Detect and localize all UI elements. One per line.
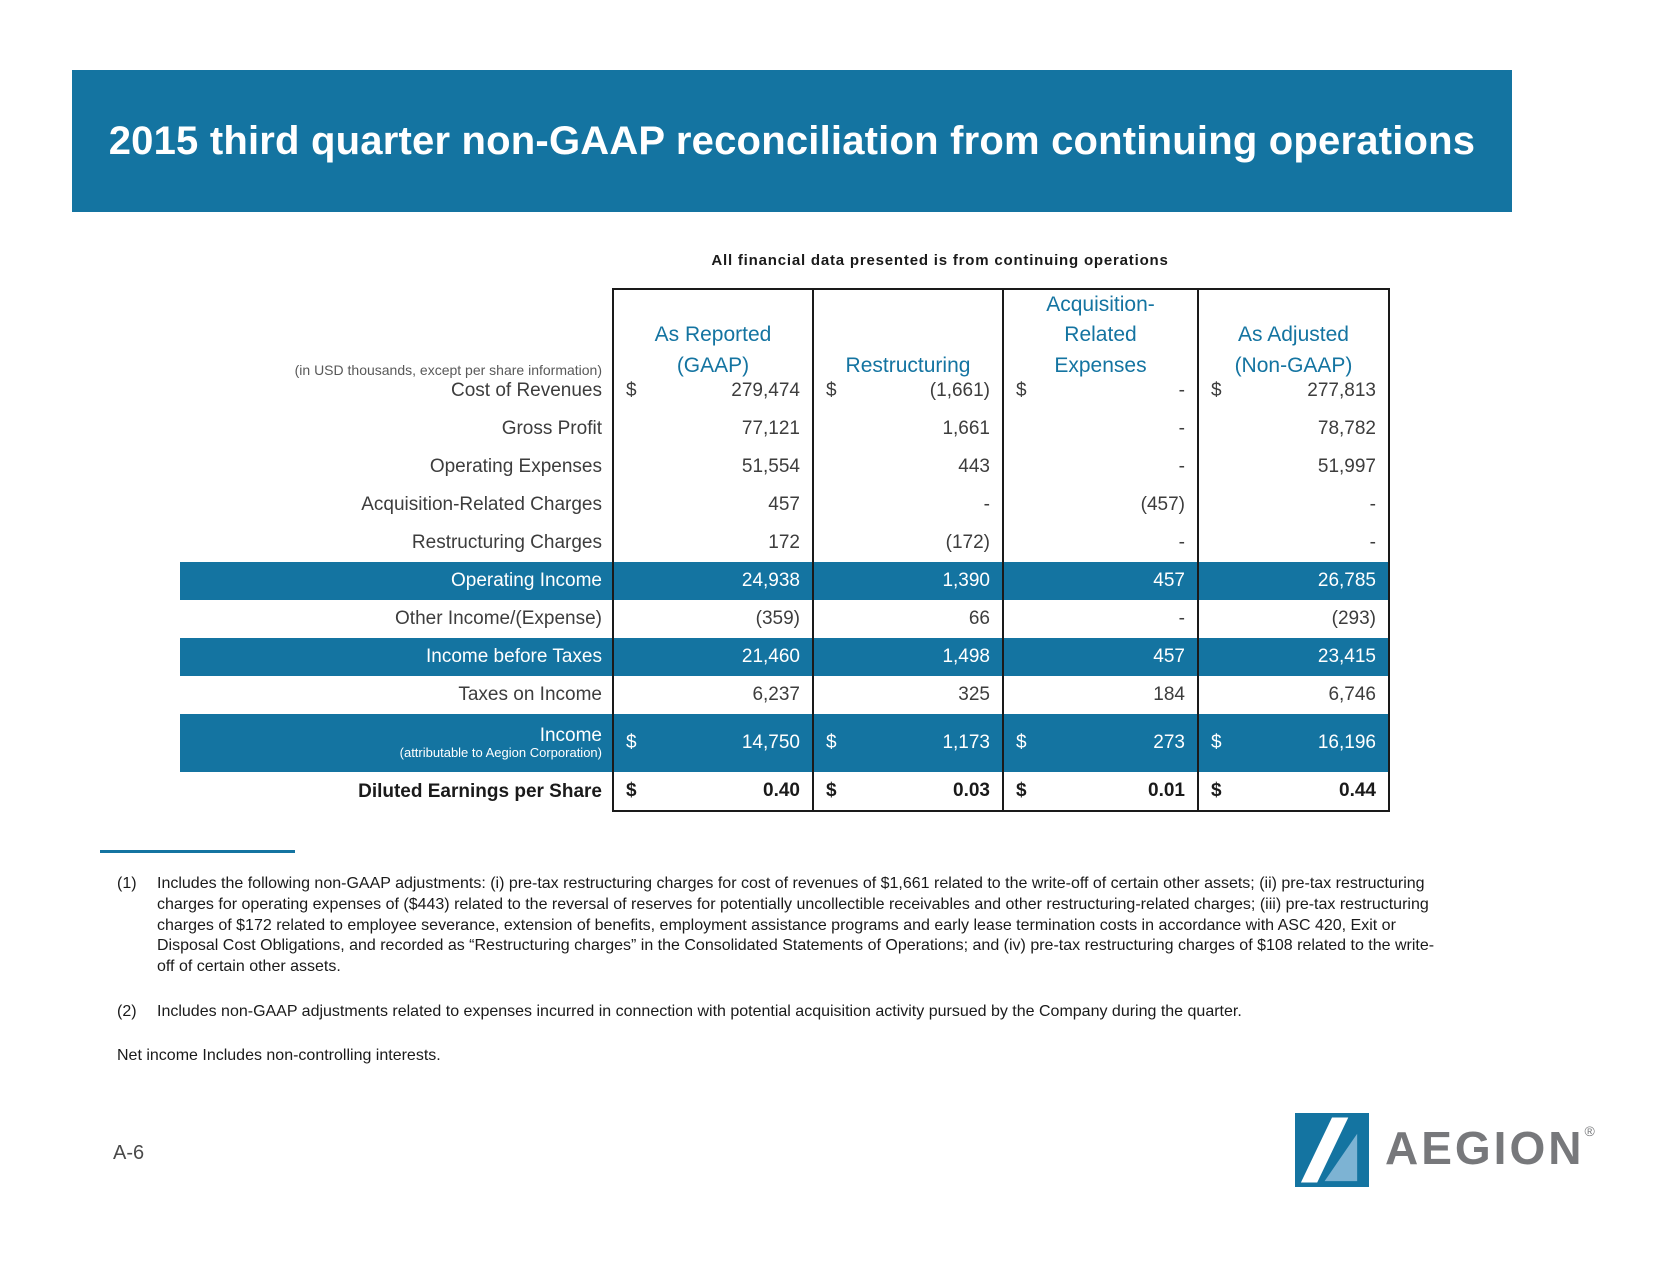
value-cell (812, 638, 1002, 676)
currency-symbol: $ (1016, 732, 1027, 753)
cell-value: 1,661 (942, 418, 990, 439)
value-cell (1197, 524, 1390, 562)
cell-value: 1,498 (942, 646, 990, 667)
currency-symbol: $ (1211, 780, 1222, 801)
cell-value: 66 (968, 608, 990, 629)
row-label: Taxes on Income (458, 684, 602, 705)
table-row (180, 600, 1390, 638)
table-row (180, 486, 1390, 524)
footnote-divider (100, 850, 295, 853)
cell-value: 24,938 (741, 570, 800, 591)
value-cell (1002, 714, 1197, 772)
cell-value: 1,173 (942, 732, 990, 753)
cell-value: - (1178, 532, 1185, 553)
value-cell (612, 676, 812, 714)
value-cell (1002, 600, 1197, 638)
value-cell (1197, 372, 1390, 410)
table-caption: All financial data presented is from continuing operations (711, 252, 1169, 269)
aegion-logo (1295, 1113, 1598, 1187)
cell-value: 77,121 (741, 418, 800, 439)
value-cell (1197, 772, 1390, 812)
cell-value: - (1178, 608, 1185, 629)
row-label: Diluted Earnings per Share (358, 781, 602, 802)
cell-value: - (1178, 418, 1185, 439)
value-cell (1002, 562, 1197, 600)
value-cell (812, 772, 1002, 812)
cell-value: (457) (1140, 494, 1185, 515)
cell-value: - (1369, 532, 1376, 553)
table-header-row (180, 288, 1390, 379)
value-cell (1002, 486, 1197, 524)
value-cell (812, 448, 1002, 486)
cell-value: 0.03 (953, 780, 990, 801)
value-cell (1002, 676, 1197, 714)
cell-value: 184 (1153, 684, 1185, 705)
cell-value: - (983, 494, 990, 515)
row-label: Operating Expenses (429, 456, 602, 477)
table-row (180, 524, 1390, 562)
cell-value: (293) (1331, 608, 1376, 629)
cell-value: 1,390 (942, 570, 990, 591)
value-cell (1197, 638, 1390, 676)
row-label: Other Income/(Expense) (395, 608, 602, 629)
column-header-restructuring: Restructuring (812, 288, 1002, 387)
currency-symbol: $ (626, 732, 637, 753)
value-cell (812, 410, 1002, 448)
table-row (180, 772, 1390, 812)
table-rows (180, 372, 1390, 812)
row-label: Operating Income (450, 570, 602, 591)
value-cell (612, 600, 812, 638)
column-header-as-reported: As Reported (GAAP) (612, 288, 812, 387)
cell-value: 23,415 (1317, 646, 1376, 667)
value-cell (612, 410, 812, 448)
cell-value: 273 (1153, 732, 1185, 753)
cell-value: 457 (1153, 646, 1185, 667)
row-label: Income before Taxes (425, 646, 602, 667)
table-row (180, 372, 1390, 410)
value-cell (612, 524, 812, 562)
currency-symbol: $ (1016, 780, 1027, 801)
footnotes (117, 874, 1447, 1065)
value-cell (1197, 448, 1390, 486)
cell-value: (1,661) (929, 380, 990, 401)
currency-symbol: $ (1016, 380, 1027, 401)
cell-value: 6,237 (752, 684, 800, 705)
unit-note: (in USD thousands, except per share information) (294, 362, 602, 379)
aegion-logo-text: AEGION® (1385, 1122, 1598, 1174)
value-cell (1197, 600, 1390, 638)
cell-value: 457 (768, 494, 800, 515)
currency-symbol: $ (826, 380, 837, 401)
cell-value: 0.44 (1339, 780, 1376, 801)
cell-value: - (1369, 494, 1376, 515)
cell-value: 172 (768, 532, 800, 553)
value-cell (812, 676, 1002, 714)
value-cell (1197, 676, 1390, 714)
page-number: A-6 (113, 1142, 145, 1164)
footnote-text: Includes non-GAAP adjustments related to expenses incurred in connection with potential acquisition activity pursued by the Company during the quarter. (157, 1002, 1242, 1020)
value-cell (1197, 714, 1390, 772)
cell-value: (359) (755, 608, 800, 629)
value-cell (1002, 448, 1197, 486)
cell-value: 457 (1153, 570, 1185, 591)
cell-value: 279,474 (731, 380, 800, 401)
cell-value: 277,813 (1307, 380, 1376, 401)
net-income-note: Net income Includes non-controlling interests. (117, 1046, 441, 1064)
table-row (180, 410, 1390, 448)
cell-value: - (1178, 456, 1185, 477)
cell-value: 51,997 (1317, 456, 1376, 477)
title-bar (72, 70, 1512, 212)
footnote-marker: (1) (117, 875, 137, 892)
value-cell (812, 486, 1002, 524)
cell-value: 6,746 (1328, 684, 1376, 705)
cell-value: 21,460 (741, 646, 800, 667)
footnote-1 (117, 874, 1447, 978)
value-cell (612, 772, 812, 812)
value-cell (1002, 638, 1197, 676)
column-header-as-adjusted: As Adjusted (Non-GAAP) (1197, 288, 1390, 387)
currency-symbol: $ (826, 780, 837, 801)
cell-value: - (1178, 380, 1185, 401)
table-row (180, 676, 1390, 714)
cell-value: (172) (945, 532, 990, 553)
currency-symbol: $ (826, 732, 837, 753)
footnote-2 (117, 1002, 1447, 1023)
value-cell (612, 486, 812, 524)
row-label: Cost of Revenues (450, 380, 602, 401)
table-row (180, 638, 1390, 676)
cell-value: 51,554 (741, 456, 800, 477)
value-cell (612, 562, 812, 600)
cell-value: 16,196 (1317, 732, 1376, 753)
currency-symbol: $ (1211, 380, 1222, 401)
financial-table (180, 288, 1390, 812)
value-cell (1002, 524, 1197, 562)
row-label: Restructuring Charges (411, 532, 602, 553)
column-header-acquisition: Acquisition- Related Expenses (1002, 288, 1197, 387)
footnote-text: Includes the following non-GAAP adjustments: (i) pre-tax restructuring charges for cost of revenues of $1,661 related to the write-off of certain other assets; (ii) pre-tax restructuring charges for operating expenses of ($443) related to the reversal of reserves for potentially uncollectible receivables and other restructuring-related charges; (iii) pre-tax restructuring charges of $172 related to employee severance, extension of benefits, employment assistance programs and early lease termination costs in accordance with ASC 420, Exit or Disposal Cost Obligations, and recorded as “Restructuring charges” in the Consolidated Statements of Operations; and (iv) pre-tax restructuring charges of $108 related to the write-off of certain other assets. (157, 875, 1435, 976)
value-cell (812, 524, 1002, 562)
value-cell (1002, 772, 1197, 812)
table-row (180, 562, 1390, 600)
value-cell (812, 562, 1002, 600)
value-cell (612, 638, 812, 676)
value-cell (1002, 410, 1197, 448)
value-cell (1197, 410, 1390, 448)
registered-mark: ® (1584, 1123, 1598, 1139)
cell-value: 325 (958, 684, 990, 705)
value-cell (812, 372, 1002, 410)
cell-value: 443 (958, 456, 990, 477)
slide-title: 2015 third quarter non-GAAP reconciliation from continuing operations (108, 118, 1476, 163)
cell-value: 0.01 (1148, 780, 1185, 801)
cell-value: 0.40 (763, 780, 800, 801)
value-cell (612, 372, 812, 410)
row-label: Acquisition-Related Charges (361, 494, 602, 515)
value-cell (1002, 372, 1197, 410)
row-label: Income (attributable to Aegion Corporation) (399, 724, 602, 761)
cell-value: 78,782 (1317, 418, 1376, 439)
currency-symbol: $ (1211, 732, 1222, 753)
value-cell (612, 714, 812, 772)
value-cell (1197, 486, 1390, 524)
value-cell (612, 448, 812, 486)
footnote-marker: (2) (117, 1002, 137, 1020)
currency-symbol: $ (626, 780, 637, 801)
table-row (180, 714, 1390, 772)
cell-value: 26,785 (1317, 570, 1376, 591)
table-row (180, 448, 1390, 486)
value-cell (1197, 562, 1390, 600)
row-label-sub: (attributable to Aegion Corporation) (399, 745, 602, 761)
row-label: Gross Profit (501, 418, 602, 439)
value-cell (812, 600, 1002, 638)
currency-symbol: $ (626, 380, 637, 401)
value-cell (812, 714, 1002, 772)
cell-value: 14,750 (741, 732, 800, 753)
aegion-logo-icon (1295, 1113, 1369, 1187)
